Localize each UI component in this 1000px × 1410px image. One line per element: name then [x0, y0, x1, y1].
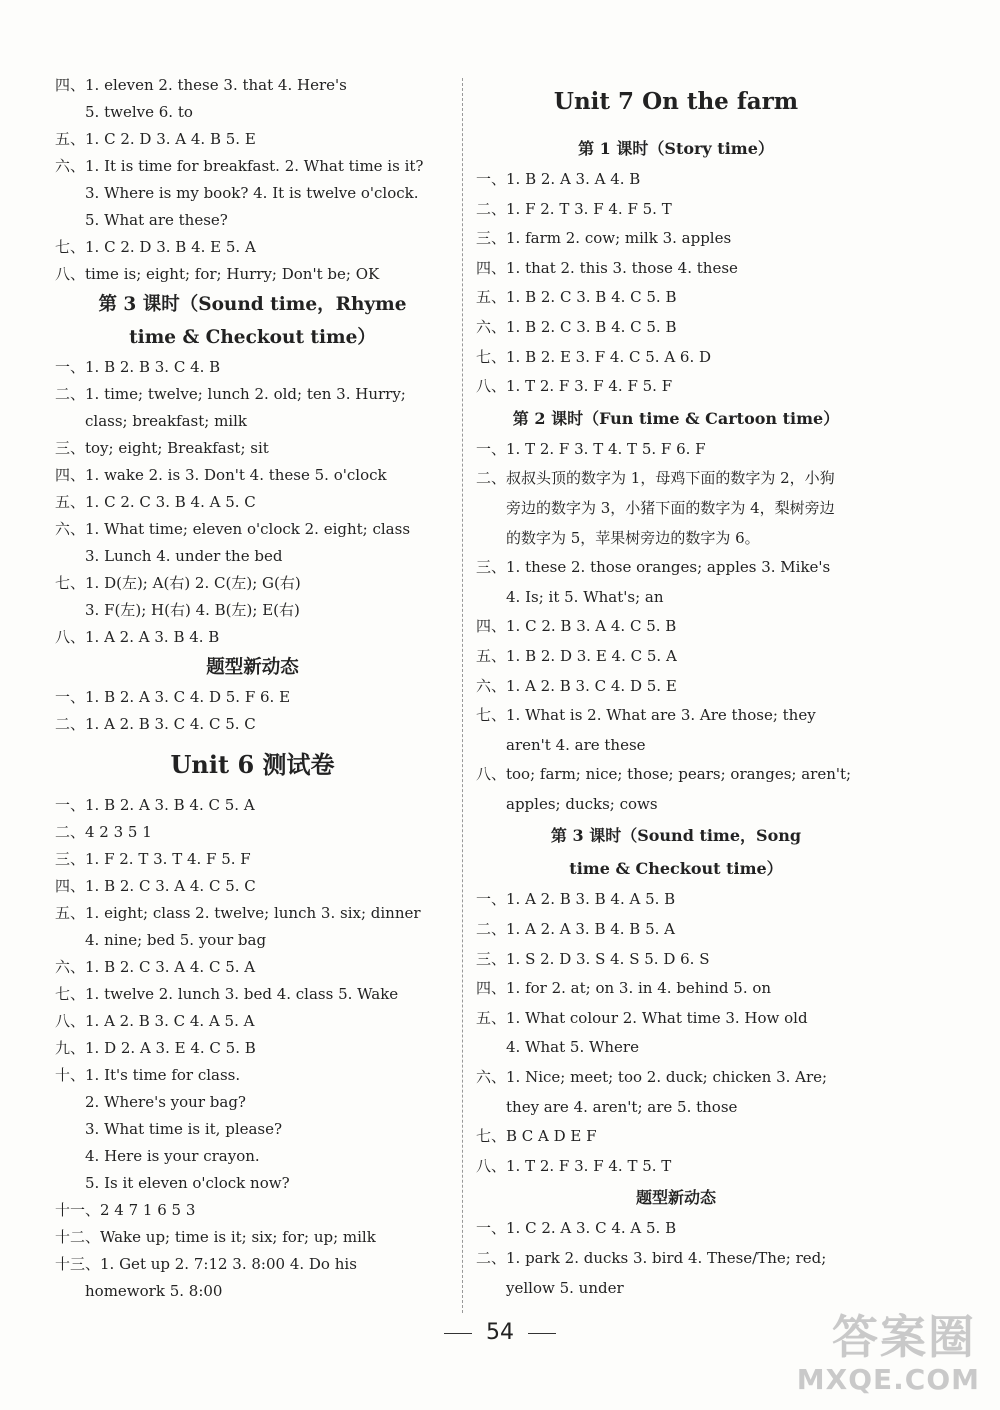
answer-line: 四、1. that 2. this 3. those 4. these [476, 258, 738, 277]
page-number-dash-left [444, 1333, 472, 1334]
answer-line: aren't 4. are these [506, 735, 646, 754]
answer-line: 四、1. B 2. C 3. A 4. C 5. C [55, 877, 256, 895]
column-divider [462, 78, 463, 1313]
answer-line: 五、1. B 2. D 3. E 4. C 5. A [476, 646, 677, 665]
answer-line: 六、1. What time; eleven o'clock 2. eight; class [55, 520, 411, 538]
answer-line: 七、B C A D E F [476, 1127, 597, 1146]
answer-line: 七、1. What is 2. What are 3. Are those; they [476, 706, 816, 725]
answer-line: class; breakfast; milk [85, 412, 247, 430]
answer-line: 二、1. F 2. T 3. F 4. F 5. T [476, 199, 672, 218]
answer-line: 一、1. T 2. F 3. T 4. T 5. F 6. F [476, 439, 706, 458]
section-heading: time & Checkout time） [129, 327, 376, 348]
page-number-text: 54 [486, 1320, 514, 1345]
answer-line: 4. Here is your crayon. [85, 1147, 260, 1165]
answer-line: 十三、1. Get up 2. 7:12 3. 8:00 4. Do his [55, 1255, 357, 1273]
answer-line: 六、1. B 2. C 3. B 4. C 5. B [476, 317, 677, 336]
answer-line: 3. Lunch 4. under the bed [85, 547, 283, 565]
answer-line: 4. nine; bed 5. your bag [85, 931, 267, 949]
answer-line: 的数字为 5，苹果树旁边的数字为 6。 [506, 528, 760, 547]
answer-line: 二、叔叔头顶的数字为 1，母鸡下面的数字为 2，小狗 [476, 469, 835, 488]
answer-line: 二、1. park 2. ducks 3. bird 4. These/The; red; [476, 1249, 827, 1267]
answer-line: 五、1. eight; class 2. twelve; lunch 3. six; dinner [55, 904, 421, 922]
answer-line: 五、1. C 2. C 3. B 4. A 5. C [55, 493, 256, 511]
answer-line: 3. F(左); H(右) 4. B(左); E(右) [85, 601, 300, 619]
section-heading: 第 3 课时（Sound time，Rhyme [98, 294, 407, 315]
section-heading: 第 1 课时（Story time） [578, 139, 774, 158]
section-heading: 题型新动态 [635, 1188, 716, 1208]
unit-title: Unit 7 On the farm [553, 88, 799, 115]
answer-line: 八、1. T 2. F 3. F 4. T 5. T [476, 1156, 672, 1175]
answer-line: 旁边的数字为 3，小猪下面的数字为 4，梨树旁边 [506, 498, 835, 517]
answer-line: 十二、Wake up; time is it; six; for; up; milk [55, 1228, 376, 1246]
answer-line: 三、1. farm 2. cow; milk 3. apples [476, 229, 732, 248]
answer-line: 4. What 5. Where [506, 1038, 639, 1057]
watermark-logo [775, 1301, 980, 1396]
right-column [476, 72, 876, 1303]
section-heading: 第 2 课时（Fun time & Cartoon time） [512, 408, 840, 428]
answer-line: 六、1. A 2. B 3. C 4. D 5. E [476, 676, 677, 695]
answer-line: 四、1. for 2. at; on 3. in 4. behind 5. on [476, 979, 772, 998]
answer-line: 二、4 2 3 5 1 [55, 823, 152, 841]
answer-line: 一、1. A 2. B 3. B 4. A 5. B [476, 890, 676, 909]
answer-line: 五、1. C 2. D 3. A 4. B 5. E [55, 130, 256, 148]
answer-line: 4. Is; it 5. What's; an [506, 587, 664, 606]
answer-line: 七、1. twelve 2. lunch 3. bed 4. class 5. Wake [55, 985, 399, 1003]
answer-line: 七、1. B 2. E 3. F 4. C 5. A 6. D [476, 347, 712, 366]
answer-line: 十一、2 4 7 1 6 5 3 [55, 1201, 196, 1219]
unit-title: Unit 6 测试卷 [170, 750, 335, 779]
answer-line: 八、1. A 2. A 3. B 4. B [55, 628, 220, 646]
answer-line: 六、1. B 2. C 3. A 4. C 5. A [55, 958, 256, 976]
answer-line: apples; ducks; cows [506, 794, 658, 813]
answer-line: 2. Where's your bag? [85, 1093, 246, 1111]
answer-line: 五、1. B 2. C 3. B 4. C 5. B [476, 288, 677, 307]
answer-line: 3. Where is my book? 4. It is twelve o'clock. [85, 184, 419, 202]
watermark-url: MXQE.COM [796, 1363, 980, 1396]
answer-line: 三、1. F 2. T 3. T 4. F 5. F [55, 850, 251, 868]
answer-line: 三、toy; eight; Breakfast; sit [55, 439, 269, 457]
answer-line: 四、1. eleven 2. these 3. that 4. Here's [55, 76, 347, 94]
answer-line: homework 5. 8:00 [85, 1282, 223, 1300]
page-number-dash-right [528, 1333, 556, 1334]
section-heading: time & Checkout time） [569, 859, 783, 879]
answer-line: 八、time is; eight; for; Hurry; Don't be; OK [55, 265, 380, 283]
answer-line: 四、1. wake 2. is 3. Don't 4. these 5. o'clock [55, 466, 387, 484]
left-column [55, 72, 450, 1305]
section-heading: 第 3 课时（Sound time，Song [550, 826, 802, 846]
answer-line: 一、1. B 2. B 3. C 4. B [55, 358, 221, 376]
answer-line: 5. twelve 6. to [85, 103, 193, 121]
answer-line: 三、1. these 2. those oranges; apples 3. Mike's [476, 558, 831, 577]
answer-line: 八、1. T 2. F 3. F 4. F 5. F [476, 377, 673, 396]
watermark-chars: 答案圈 [832, 1310, 976, 1364]
section-heading: 题型新动态 [206, 657, 299, 678]
answer-line: 二、1. A 2. A 3. B 4. B 5. A [476, 920, 676, 939]
answer-line: 3. What time is it, please? [85, 1120, 283, 1138]
answer-line: 九、1. D 2. A 3. E 4. C 5. B [55, 1039, 256, 1057]
answer-line: 二、1. time; twelve; lunch 2. old; ten 3. Hurry; [55, 385, 406, 403]
answer-line: 一、1. B 2. A 3. C 4. D 5. F 6. E [55, 688, 291, 706]
answer-line: 六、1. Nice; meet; too 2. duck; chicken 3. Are; [476, 1068, 828, 1087]
answer-line: 三、1. S 2. D 3. S 4. S 5. D 6. S [476, 949, 710, 968]
answer-line: 5. What are these? [85, 211, 228, 229]
answer-line: 二、1. A 2. B 3. C 4. C 5. C [55, 715, 256, 733]
answer-line: 五、1. What colour 2. What time 3. How old [476, 1008, 808, 1027]
answer-line: 四、1. C 2. B 3. A 4. C 5. B [476, 617, 677, 636]
answer-line: 一、1. B 2. A 3. A 4. B [476, 170, 641, 188]
answer-line: 一、1. C 2. A 3. C 4. A 5. B [476, 1219, 677, 1238]
answer-line: 八、too; farm; nice; those; pears; oranges; aren't; [476, 765, 852, 784]
answer-line: 5. Is it eleven o'clock now? [85, 1174, 290, 1192]
answer-line: 十、1. It's time for class. [55, 1066, 241, 1084]
answer-line: yellow 5. under [506, 1278, 624, 1297]
answer-line: 七、1. C 2. D 3. B 4. E 5. A [55, 238, 256, 256]
answer-line: 一、1. B 2. A 3. B 4. C 5. A [55, 796, 255, 814]
answer-line: 六、1. It is time for breakfast. 2. What time is it? [55, 157, 424, 175]
answer-line: 七、1. D(左); A(右) 2. C(左); G(右) [55, 574, 301, 592]
answer-line: 八、1. A 2. B 3. C 4. A 5. A [55, 1012, 255, 1030]
answer-line: they are 4. aren't; are 5. those [506, 1097, 738, 1116]
